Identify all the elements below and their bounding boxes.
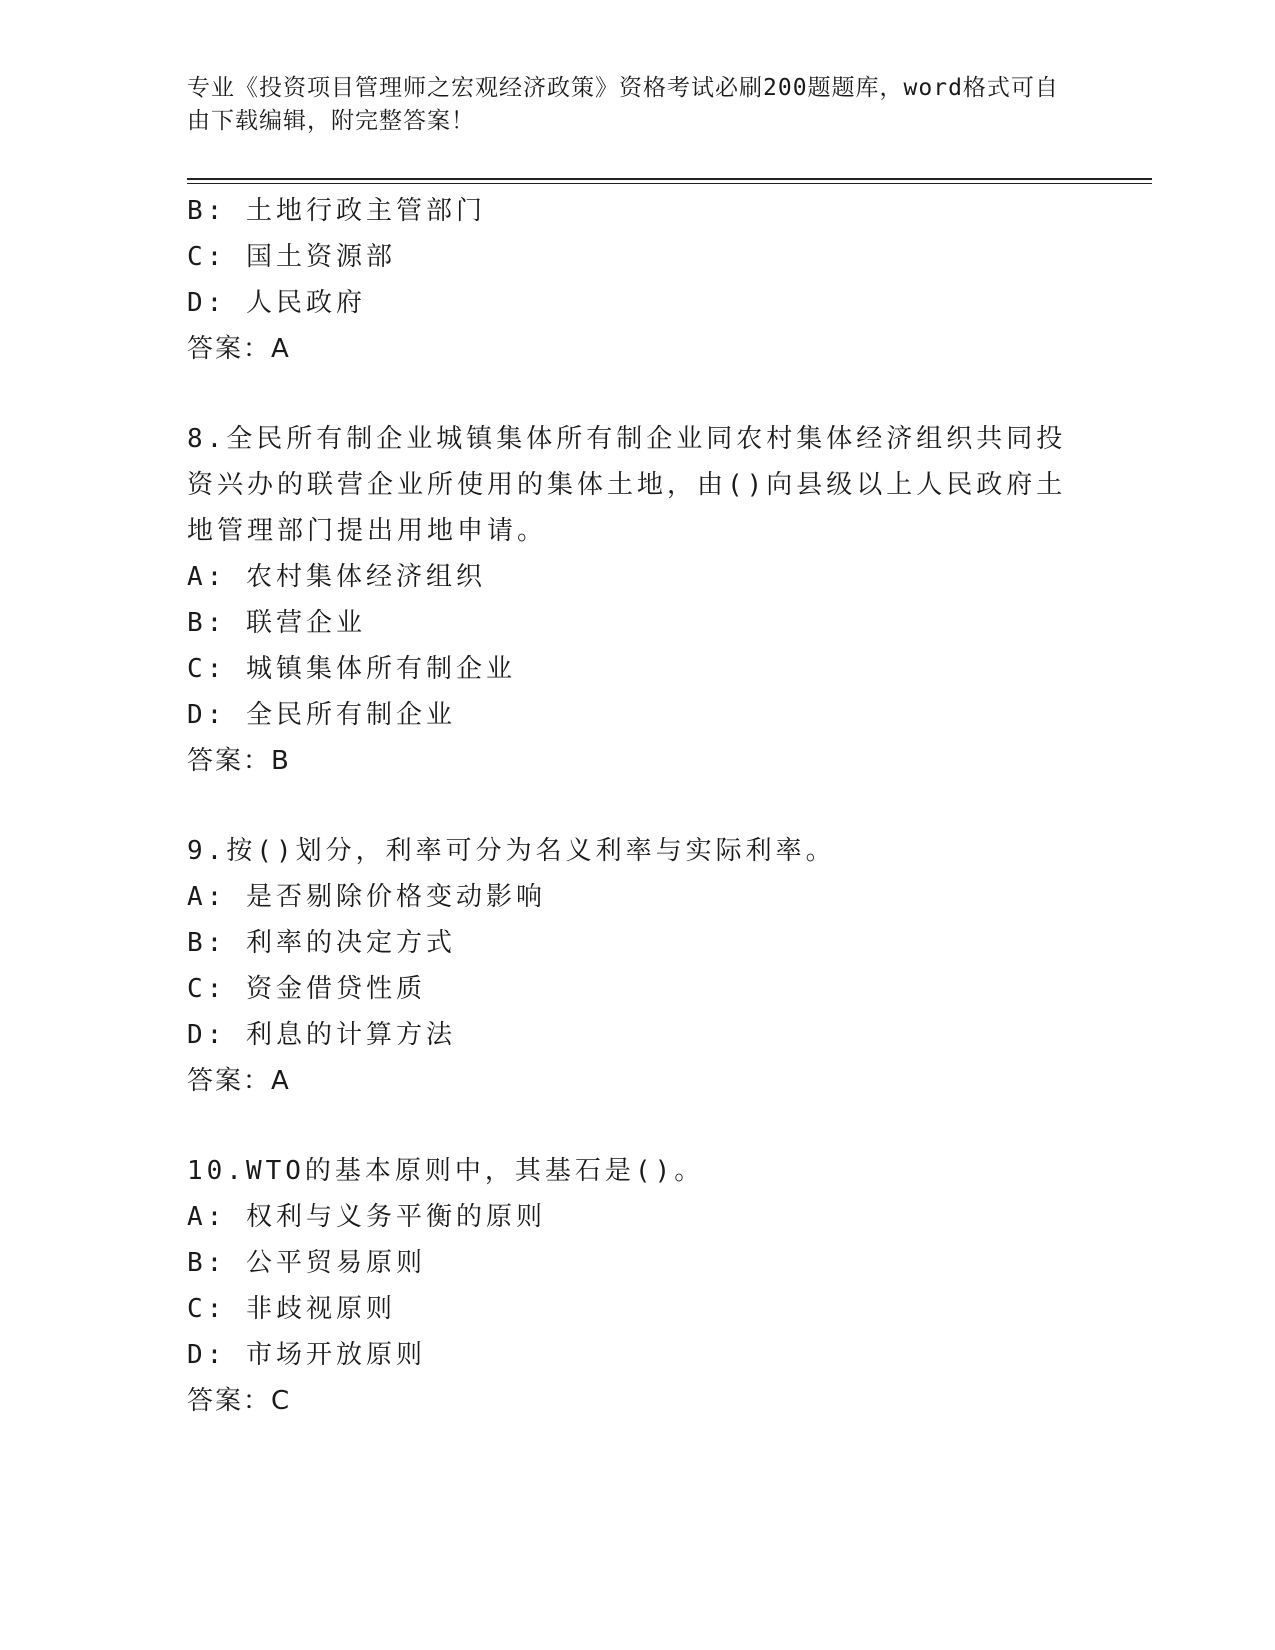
document-header: 专业《投资项目管理师之宏观经济政策》资格考试必刷200题题库，word格式可自由下载编辑，附完整答案！: [187, 75, 1059, 134]
option-b: B: 土地行政主管部门: [187, 196, 486, 226]
question-8: [187, 416, 1087, 784]
answer-line: 答案：C: [187, 1386, 292, 1416]
option-c: C: 资金借贷性质: [187, 974, 426, 1004]
question-stem: 10.WTO的基本原则中，其基石是()。: [187, 1156, 705, 1186]
question-stem: 9.按()划分，利率可分为名义利率与实际利率。: [187, 836, 836, 866]
option-a: A: 权利与义务平衡的原则: [187, 1202, 546, 1232]
option-b: B: 公平贸易原则: [187, 1248, 426, 1278]
answer-line: 答案：B: [187, 746, 291, 776]
option-c: C: 国土资源部: [187, 242, 396, 272]
option-d: D: 人民政府: [187, 288, 366, 318]
question-9: [187, 828, 1087, 1104]
carryover-block: [187, 188, 1087, 372]
option-d: D: 市场开放原则: [187, 1340, 426, 1370]
option-c: C: 非歧视原则: [187, 1294, 396, 1324]
question-list: [187, 188, 1087, 1424]
option-a: A: 是否剔除价格变动影响: [187, 882, 546, 912]
question-stem: 8.全民所有制企业城镇集体所有制企业同农村集体经济组织共同投资兴办的联营企业所使用的集体土地，由()向县级以上人民政府土地管理部门提出用地申请。: [187, 424, 1067, 546]
option-b: B: 联营企业: [187, 608, 366, 638]
option-d: D: 利息的计算方法: [187, 1020, 456, 1050]
option-c: C: 城镇集体所有制企业: [187, 654, 516, 684]
question-10: [187, 1148, 1087, 1424]
option-b: B: 利率的决定方式: [187, 928, 456, 958]
answer-line: 答案：A: [187, 334, 291, 364]
option-a: A: 农村集体经济组织: [187, 562, 486, 592]
header-divider: [187, 178, 1152, 184]
answer-line: 答案：A: [187, 1066, 291, 1096]
option-d: D: 全民所有制企业: [187, 700, 456, 730]
